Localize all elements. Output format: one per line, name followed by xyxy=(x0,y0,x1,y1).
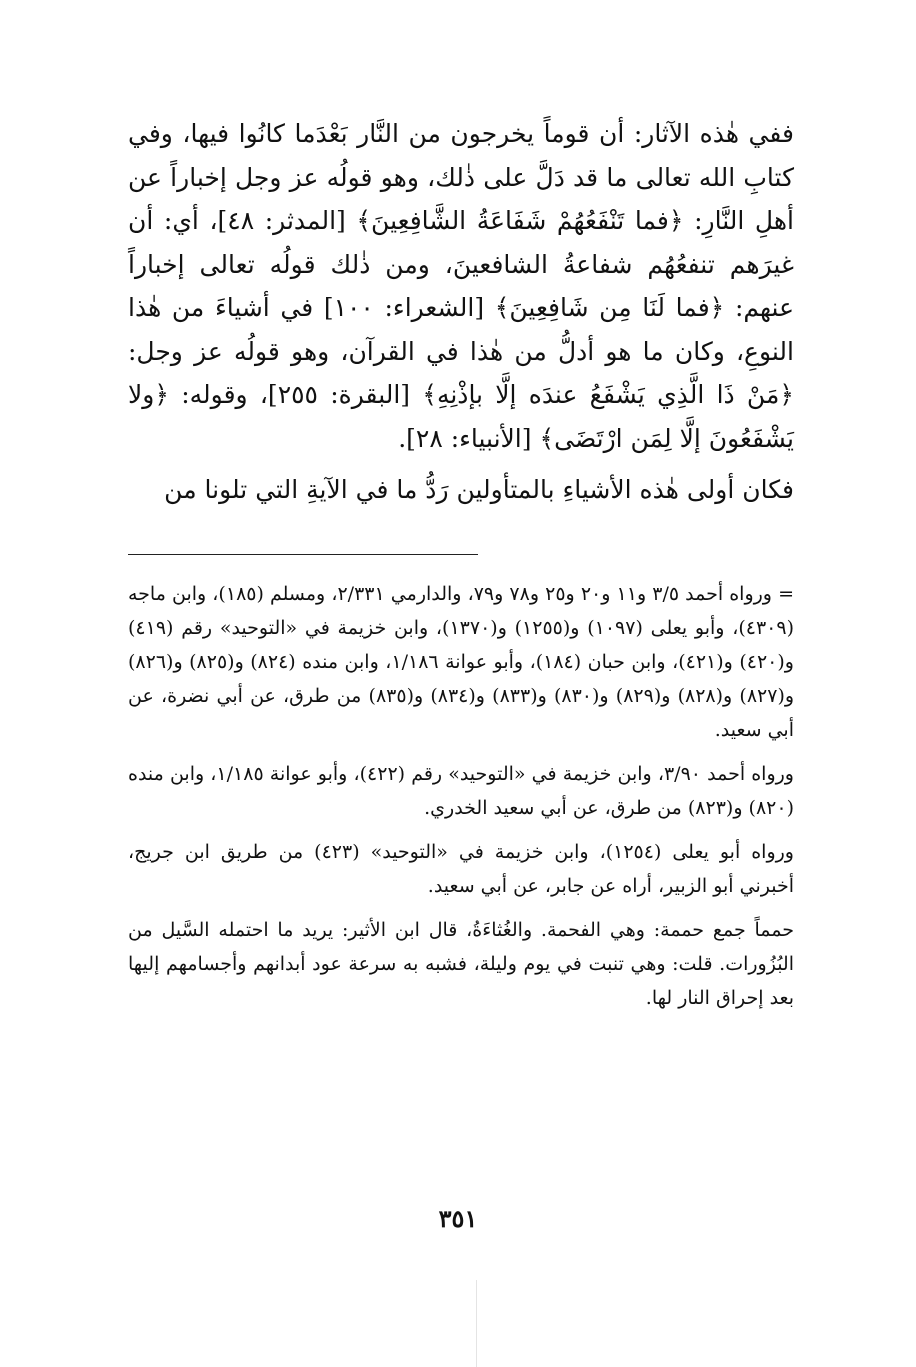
footnote-1: = ورواه أحمد ٣/٥ و١١ و٢٠ و٢٥ و٧٨ و٧٩، والدارمي ٢/٣٣١، ومسلم (١٨٥)، وابن ماجه (٤٣٠٩)، وأبو يعلى (١٠٩٧) و(١٢٥٥) و(١٣٧٠)، وابن خزيمة في «التوحيد» رقم (٤١٩) و(٤٢٠) و(٤٢١)، وابن حبان (١٨٤)، وأبو عوانة ١/١٨٦، وابن منده (٨٢٤) و(٨٢٥) و(٨٢٦) و(٨٢٧) و(٨٢٨) و(٨٢٩) و(٨٣٠) و(٨٣٣) و(٨٣٤) و(٨٣٥) من طرق، عن أبي نضرة، عن أبي سعيد. xyxy=(128,582,795,741)
footnote-2: ورواه أحمد ٣/٩٠، وابن خزيمة في «التوحيد» رقم (٤٢٢)، وأبو عوانة ١/١٨٥، وابن منده (٨٢٠) و(٨٢٣) من طرق، عن أبي سعيد الخدري. xyxy=(128,762,794,819)
page-number: ٣٥١ xyxy=(438,1204,478,1233)
main-paragraph-1: ففي هٰذه الآثار: أن قوماً يخرجون من النَّار بَعْدَما كانُوا فيها، وفي كتابِ الله تعالى ما قد دَلَّ على ذٰلك، وهو قولُه عز وجل إخباراً عن أهلِ النَّارِ: ﴿فما تَنْفَعُهُمْ شَفَاعَةُ الشَّافِعِينَ﴾ [المدثر: ٤٨]، أي: أن غيرَهم تنفعُهُم شفاعةُ الشافعينَ، ومن ذٰلك قولُه تعالى إخباراً عنهم: ﴿فما لَنَا مِن شَافِعِينَ﴾ [الشعراء: ١٠٠] في أشياءَ من هٰذا النوعِ، وكان ما هو أدلُّ من هٰذا في القرآن، وهو قولُه عز وجل: ﴿مَنْ ذَا الَّذِي يَشْفَعُ عندَه إلَّا بإذْنِهِ﴾ [البقرة: ٢٥٥]، وقوله: ﴿ولا يَشْفَعُونَ إلَّا لِمَن ارْتَضَى﴾ [الأنبياء: ٢٨]. xyxy=(128,119,795,453)
scan-artifact-line xyxy=(476,1280,477,1367)
footnotes xyxy=(128,577,794,1015)
footnote-separator xyxy=(128,554,478,555)
footnote-separator-wrap xyxy=(128,512,794,577)
main-paragraph-2: فكان أولى هٰذه الأشياءِ بالمتأولين رَدُّ ما في الآيةِ التي تلونا من xyxy=(164,475,794,504)
main-text xyxy=(128,112,794,512)
footnote-3: ورواه أبو يعلى (١٢٥٤)، وابن خزيمة في «التوحيد» (٤٢٣) من طريق ابن جريج، أخبرني أبو الزبير، أراه عن جابر، عن أبي سعيد. xyxy=(128,840,794,897)
footnote-4: حمماً جمع حممة: وهي الفحمة. والغُثاءَةُ، قال ابن الأثير: يريد ما احتمله السَّيل من البُزُورات. قلت: وهي تنبت في يوم وليلة، فشبه به سرعة عود أبدانهم وأجسامهم إليها بعد إحراق النار لها. xyxy=(128,918,794,1009)
